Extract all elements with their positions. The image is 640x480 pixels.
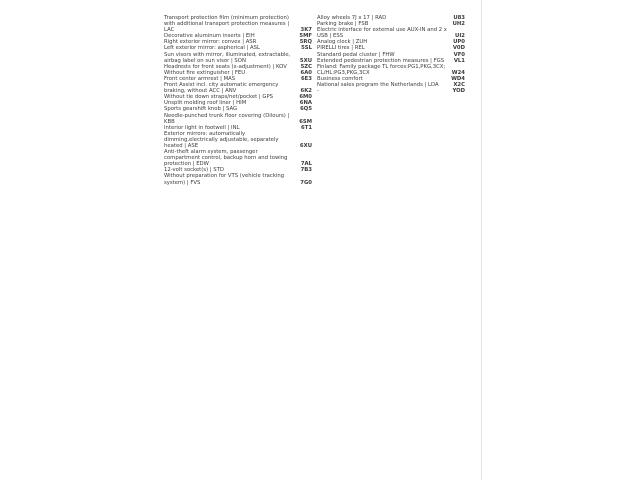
option-row bbox=[164, 15, 312, 33]
option-description: Exterior mirrors: automatically dimming,electrically adjustable, separately heated | ASE bbox=[164, 130, 279, 149]
option-code: 5XU bbox=[299, 57, 312, 64]
option-description: Sports gearshift knob | SAG bbox=[164, 106, 238, 113]
option-description: Decorative aluminum inserts | EIH bbox=[164, 33, 255, 40]
option-code: W24 bbox=[451, 69, 465, 76]
option-description: Parking brake | FSB bbox=[317, 21, 369, 28]
option-description: Left exterior mirror: aspherical | ASL bbox=[164, 45, 260, 52]
option-code: WD4 bbox=[451, 75, 465, 82]
option-code: 7B3 bbox=[300, 167, 312, 174]
option-code: 5ZC bbox=[300, 63, 312, 70]
option-description: Needle-punched trunk floor covering (Dilours) | KBB bbox=[164, 112, 290, 125]
option-description: Without preparation for VTS (vehicle tracking system) | FVS bbox=[164, 173, 285, 186]
option-description: Analog clock | ZUH bbox=[317, 39, 368, 46]
option-code: 5RQ bbox=[299, 39, 312, 46]
option-code: UI2 bbox=[455, 33, 465, 40]
option-row bbox=[317, 27, 465, 39]
option-row bbox=[164, 131, 312, 149]
option-code: U83 bbox=[453, 15, 465, 21]
page-edge bbox=[481, 0, 482, 480]
left-options-column bbox=[164, 15, 312, 186]
option-description: National sales program the Netherlands | LDA bbox=[317, 82, 439, 89]
option-description: Without fire extinguisher | FEU bbox=[164, 69, 246, 76]
option-code: YOD bbox=[452, 88, 465, 95]
option-row bbox=[317, 88, 465, 94]
option-description: Headrests for front seats (x-adjustment) | KOV bbox=[164, 63, 287, 70]
option-description: 12-volt socket(s) | STD bbox=[164, 167, 224, 174]
option-description: - bbox=[317, 88, 319, 95]
option-description: Finland: Family package TL forces:PG1,PKG,3CX; CL/HL:PG3,PKG,3CX bbox=[317, 63, 446, 76]
option-description: Without tie down straps/net/pocket | GPS bbox=[164, 94, 274, 101]
option-code: 6NA bbox=[299, 100, 312, 107]
option-description: Business comfort bbox=[317, 75, 363, 82]
option-row bbox=[317, 64, 465, 76]
option-code: 6Q5 bbox=[300, 106, 312, 113]
option-row bbox=[164, 82, 312, 94]
option-row bbox=[164, 52, 312, 64]
option-code: 6A0 bbox=[300, 69, 312, 76]
option-code: 6M0 bbox=[299, 94, 312, 101]
option-code: 6K2 bbox=[300, 88, 312, 95]
option-code: UP0 bbox=[453, 39, 465, 46]
option-row bbox=[164, 173, 312, 185]
option-description: Anti-theft alarm system, passenger compartment control, backup horn and towing protection | EDW bbox=[164, 149, 288, 168]
option-code: 5MF bbox=[299, 33, 312, 40]
option-code: 7G0 bbox=[300, 179, 312, 186]
right-options-column bbox=[317, 15, 465, 94]
option-code: 6E3 bbox=[301, 75, 312, 82]
option-code: VF0 bbox=[453, 51, 465, 58]
option-description: Right exterior mirror: convex | ASR bbox=[164, 39, 257, 46]
option-description: Transport protection film (minimum protection) with additional transport protection measures | LAC bbox=[164, 15, 290, 34]
option-row bbox=[164, 113, 312, 125]
option-code: V0D bbox=[452, 45, 465, 52]
option-description: Extended pedestrian protection measures | FGS bbox=[317, 57, 445, 64]
option-code: 5SL bbox=[301, 45, 312, 52]
option-description: Sun visors with mirror, illuminated, extractable, airbag label on sun visor | SON bbox=[164, 51, 291, 64]
option-code: 3K7 bbox=[300, 27, 312, 34]
option-code: 7AL bbox=[300, 161, 312, 168]
option-description: Front center armrest | MAS bbox=[164, 75, 236, 82]
option-code: X2C bbox=[453, 82, 465, 89]
option-code: 6T1 bbox=[301, 124, 312, 131]
option-code: 6SM bbox=[299, 118, 312, 125]
option-code: 6XU bbox=[299, 142, 312, 149]
option-code: UH2 bbox=[452, 21, 465, 28]
option-description: Front Assist incl. city automatic emergency braking, without ACC | ANV bbox=[164, 82, 279, 95]
option-description: PIRELLI tires | REL bbox=[317, 45, 365, 52]
option-description: Unsplit molding roof liner | HIM bbox=[164, 100, 247, 107]
option-row bbox=[164, 149, 312, 167]
option-description: Alloy wheels 7J x 17 | RAD bbox=[317, 15, 387, 21]
option-description: Standard pedal cluster | FHW bbox=[317, 51, 395, 58]
option-description: Interior light in footwell | INL bbox=[164, 124, 240, 131]
option-code: VL1 bbox=[453, 57, 465, 64]
option-description: Electric interface for external use AUX-IN and 2 x USB | ESS bbox=[317, 27, 447, 40]
